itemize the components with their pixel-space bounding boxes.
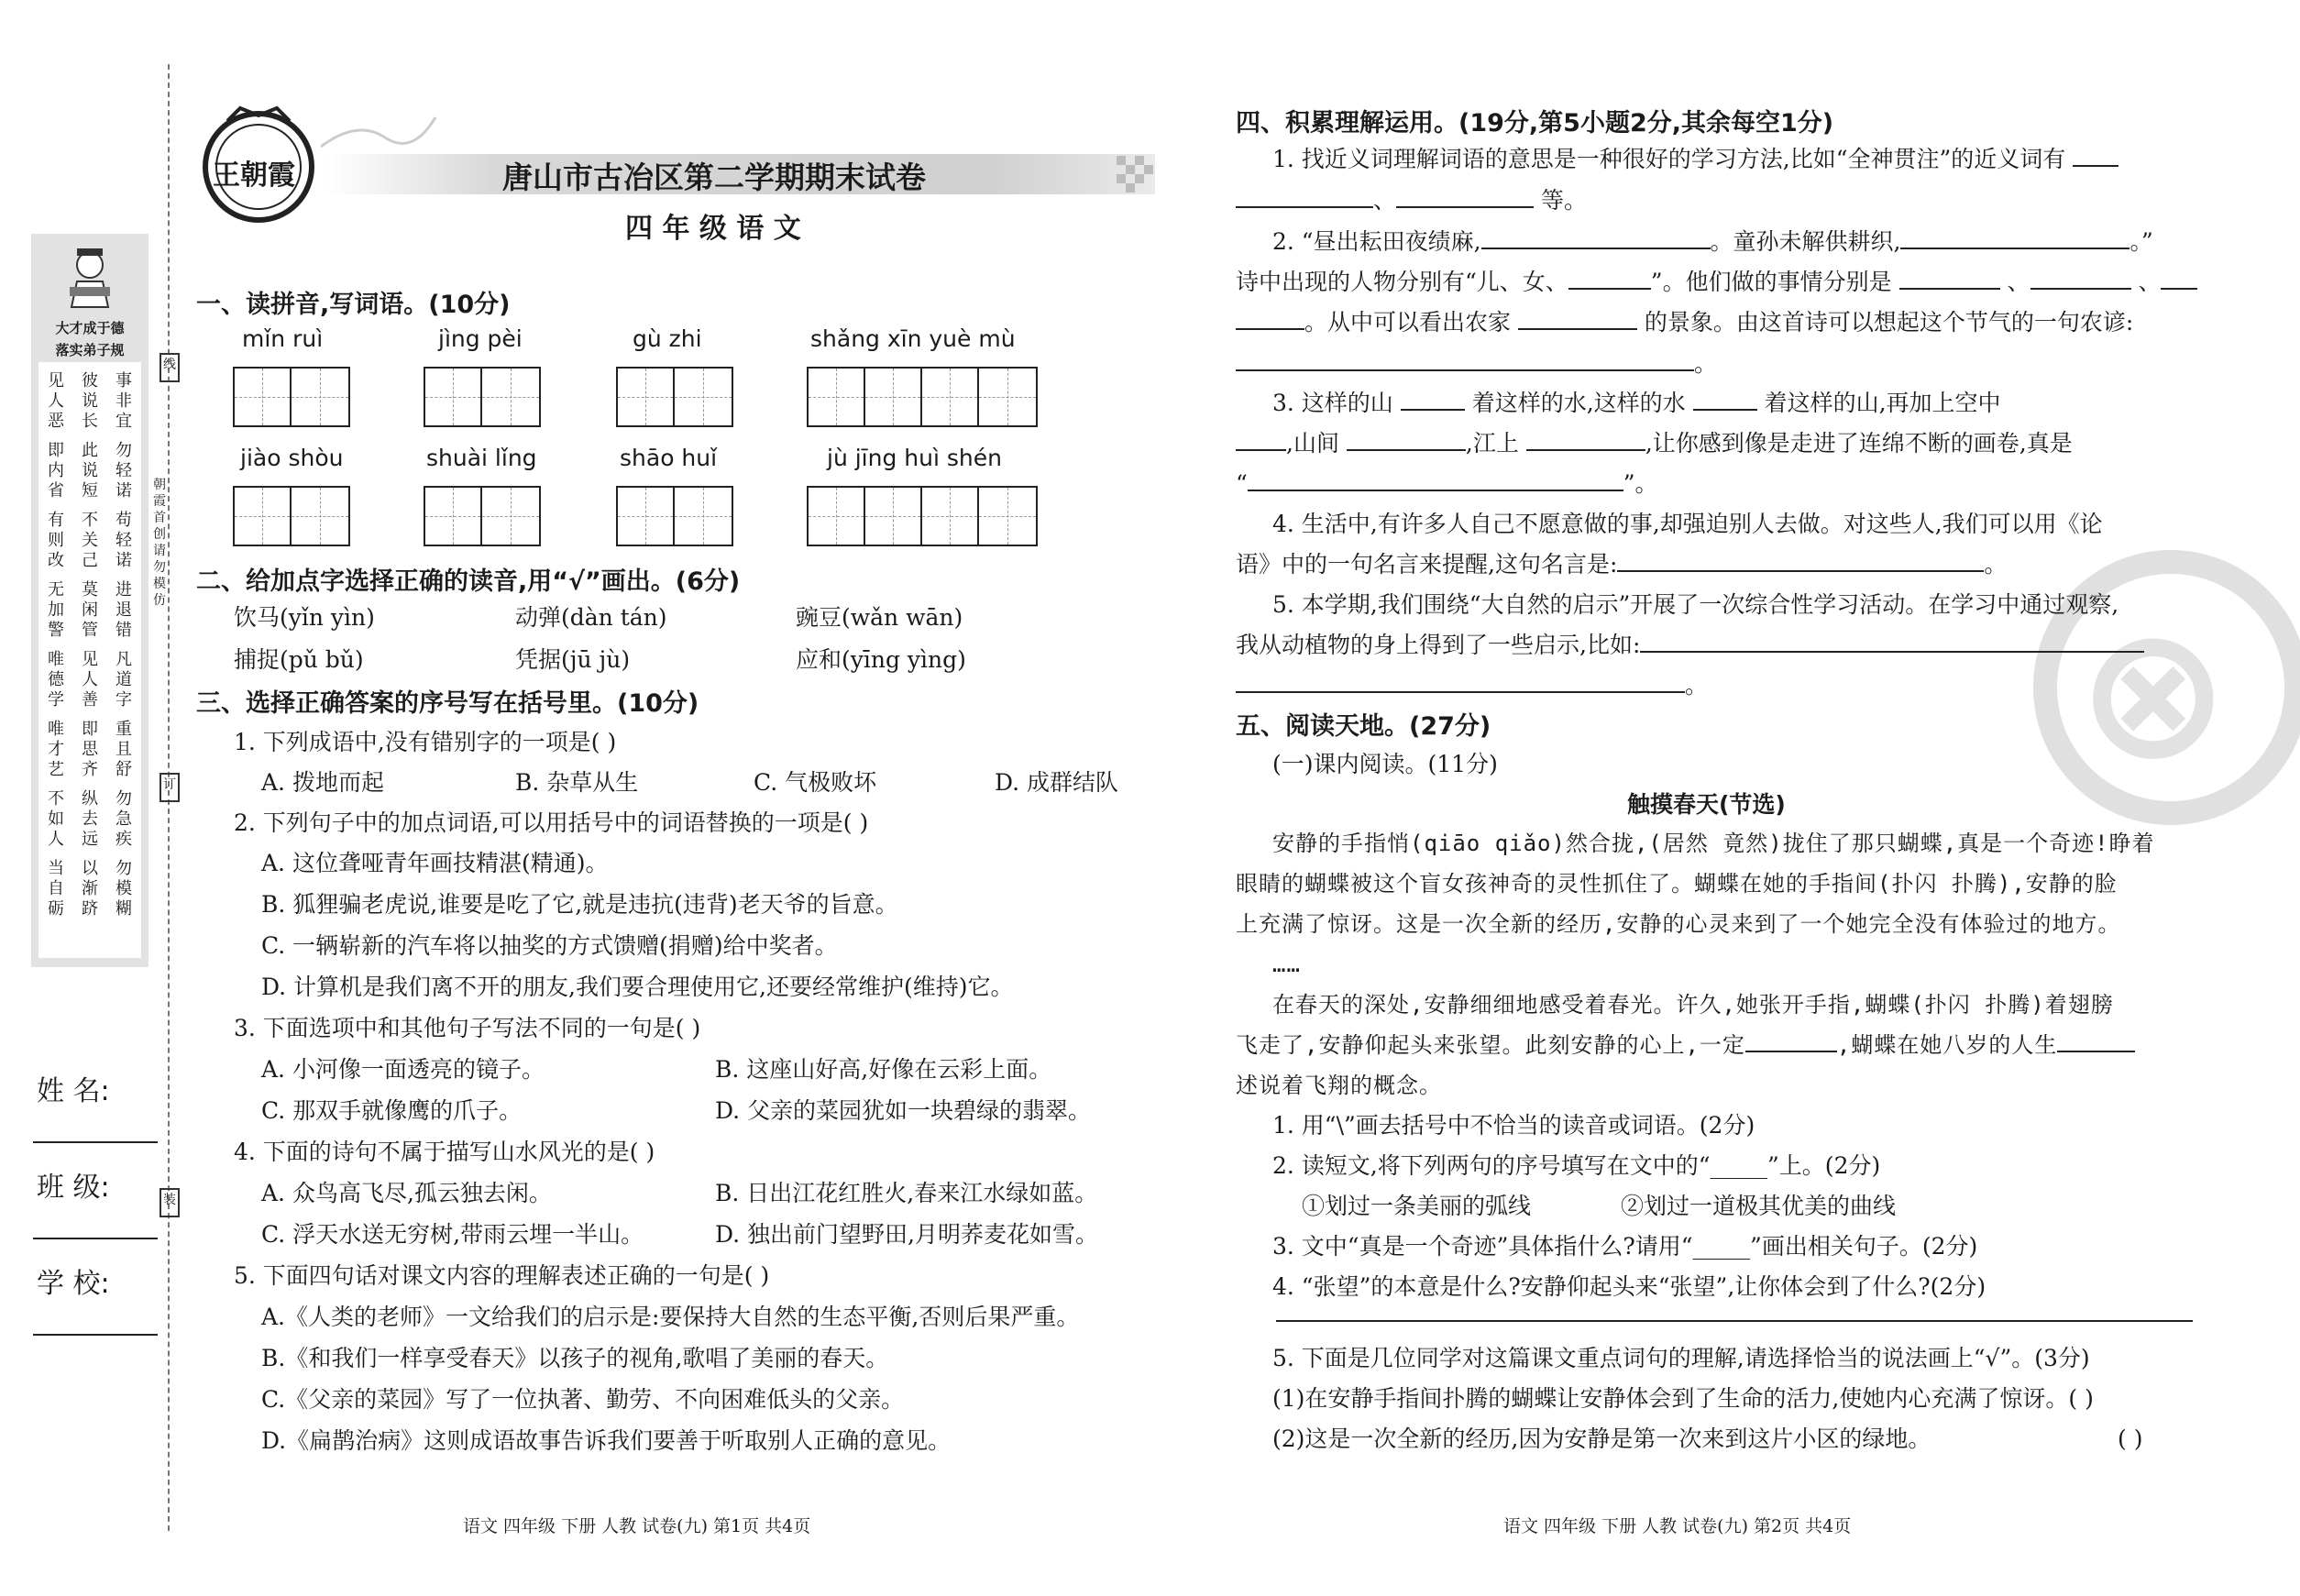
binding-mark-3: 装 <box>160 1188 180 1217</box>
p4-q5-line1: 5. 本学期,我们围绕“大自然的启示”开展了一次综合性学习活动。在学习中通过观察, <box>1272 591 2119 618</box>
q2-text: 2. 下列句子中的加点词语,可以用括号中的词语替换的一项是( ) <box>234 809 869 836</box>
motto-sidebar <box>31 234 149 967</box>
p4-q2-line4: 。 <box>1236 344 1717 384</box>
pinyin-1: mǐn ruì <box>242 325 324 352</box>
p5-q5-item2[interactable]: (2)这是一次全新的经历,因为安静是第一次来到这片小区的绿地。 <box>1272 1425 1931 1452</box>
q1-text: 1. 下列成语中,没有错别字的一项是( ) <box>234 729 617 755</box>
blank[interactable] <box>2030 264 2131 290</box>
blank[interactable] <box>1526 425 1645 451</box>
blank[interactable] <box>2073 141 2118 167</box>
q1-opt-d: D. 成群结队 <box>995 769 1119 796</box>
blank[interactable] <box>2057 1027 2135 1052</box>
p4-q1-line1: 1. 找近义词理解词语的意思是一种很好的学习方法,比如“全神贯注”的近义词有 <box>1272 139 2118 180</box>
pron-item-3[interactable]: 豌豆(wǎn wān) <box>796 604 963 631</box>
q4-opt-c: C. 浮天水送无穷树,带雨云埋一半山。 <box>261 1221 644 1248</box>
blank[interactable] <box>1347 425 1466 451</box>
logo-text: 王朝霞 <box>213 160 295 192</box>
name-field[interactable] <box>33 1141 158 1143</box>
p4-q2-line2: 诗中出现的人物分别有“儿、女、 ”。他们做的事情分别是 、 、 <box>1236 262 2197 303</box>
q1-opt-b: B. 杂草从生 <box>515 769 639 796</box>
q4-text: 4. 下面的诗句不属于描写山水风光的是( ) <box>234 1139 655 1165</box>
class-label: 班 级: <box>37 1172 110 1204</box>
blank[interactable] <box>1481 224 1711 249</box>
page-title: 唐山市古冶区第二学期期末试卷 <box>502 160 926 195</box>
motto-top: 大才成于德 <box>55 320 125 336</box>
pinyin-7: shāo huǐ <box>620 445 718 471</box>
p4-q5-line2: 我从动植物的身上得到了一些启示,比如: <box>1236 625 2144 666</box>
q5-opt-c: C.《父亲的菜园》写了一位执著、勤劳、不向困难低头的父亲。 <box>261 1386 905 1413</box>
q1-opt-c: C. 气极败坏 <box>754 769 877 796</box>
pinyin-2: jìng pèi <box>438 325 523 352</box>
part5-heading: 五、阅读天地。(27分) <box>1236 712 1491 741</box>
p4-q2-line3: 。从中可以看出农家 的景象。由这首诗可以想起这个节气的一句农谚: <box>1236 303 2133 343</box>
blank[interactable] <box>1236 304 1304 330</box>
p5-q2-opt2: ②划过一道极其优美的曲线 <box>1621 1193 1897 1219</box>
binding-mark-1: 线 <box>160 353 180 382</box>
p5-q4: 4. “张望”的本意是什么?安静仰起头来“张望”,让你体会到了什么?(2分) <box>1272 1273 1986 1300</box>
passage-title: 触摸春天(节选) <box>1627 791 1786 818</box>
blank[interactable] <box>1518 304 1637 330</box>
confidential-stamp-mark: ⊗ <box>2076 587 2230 800</box>
passage-line-3: 上充满了惊讶。这是一次全新的经历,安静的心灵来到了一个她完全没有体验过的地方。 <box>1236 911 2121 937</box>
copyright-note: 朝霞首创 请勿模仿 <box>153 478 166 608</box>
blank[interactable] <box>1236 667 1685 693</box>
blank[interactable] <box>1900 224 2129 249</box>
q2-opt-a: A. 这位聋哑青年画技精湛(精通)。 <box>261 850 609 876</box>
motto-columns <box>39 362 141 958</box>
p4-q5-line3: 。 <box>1236 666 1708 706</box>
p5-q5: 5. 下面是几位同学对这篇课文重点词句的理解,请选择恰当的说法画上“√”。(3分) <box>1272 1345 2090 1371</box>
q3-opt-b: B. 这座山好高,好像在云彩上面。 <box>715 1056 1052 1083</box>
blank[interactable] <box>2161 264 2197 290</box>
blank[interactable] <box>1248 466 1623 491</box>
blank[interactable] <box>1236 425 1286 451</box>
page-subtitle: 四 年 级 语 文 <box>625 213 801 245</box>
part5-subheading: (一)课内阅读。(11分) <box>1272 751 1498 777</box>
motto-bottom: 落实弟子规 <box>55 342 125 358</box>
motto-col-1: 见人恶 即内省 有则改 无加警 唯德学 唯才艺 不如人 当自砺 <box>48 371 64 919</box>
footer-left: 语文 四年级 下册 人教 试卷(九) 第1页 共4页 <box>463 1516 811 1536</box>
writing-grid-5[interactable] <box>233 486 350 546</box>
q5-opt-d: D.《扁鹊治病》这则成语故事告诉我们要善于听取别人正确的意见。 <box>261 1427 952 1454</box>
passage-line-6: 述说着飞翔的概念。 <box>1236 1073 1442 1098</box>
p5-q5-item2-paren[interactable]: ( ) <box>2118 1425 2143 1452</box>
motto-col-3: 事非宜 勿轻诺 苟轻诺 进退错 凡道字 重且舒 勿急疾 勿模糊 <box>116 371 132 919</box>
passage-line-5: 飞走了,安静仰起头来张望。此刻安静的心上,一定 ,蝴蝶在她八岁的人生 <box>1236 1025 2135 1066</box>
p5-q2: 2. 读短文,将下列两句的序号填写在文中的“_____”上。(2分) <box>1272 1152 1881 1179</box>
q3-opt-a: A. 小河像一面透亮的镜子。 <box>261 1056 545 1083</box>
blank[interactable] <box>1568 264 1651 290</box>
p5-q3: 3. 文中“真是一个奇迹”具体指什么?请用“_____”画出相关句子。(2分) <box>1272 1233 1978 1260</box>
q2-opt-c: C. 一辆崭新的汽车将以抽奖的方式馈赠(捐赠)给中奖者。 <box>261 932 838 959</box>
p5-q5-item1[interactable]: (1)在安静手指间扑腾的蝴蝶让安静体会到了生命的活力,使她内心充满了惊讶。( ) <box>1272 1385 2094 1412</box>
p4-q4-line1: 4. 生活中,有许多人自己不愿意做的事,却强迫别人去做。对这些人,我们可以用《论 <box>1272 511 2103 537</box>
part1-heading: 一、读拼音,写词语。(10分) <box>196 291 511 319</box>
school-field[interactable] <box>33 1334 158 1336</box>
pron-item-5[interactable]: 凭据(jū jù) <box>515 646 631 673</box>
binding-mark-2: 订 <box>160 773 180 802</box>
writing-grid-3[interactable] <box>616 367 733 427</box>
blank[interactable] <box>1236 346 1694 371</box>
p4-q1-line2: 、 等。 <box>1236 181 1587 221</box>
pinyin-6: shuài lǐng <box>426 445 537 471</box>
pinyin-5: jiào shòu <box>240 445 344 471</box>
q5-text: 5. 下面四句话对课文内容的理解表述正确的一句是( ) <box>234 1262 770 1289</box>
name-label: 姓 名: <box>37 1075 110 1107</box>
writing-grid-6[interactable] <box>424 486 541 546</box>
p5-q4-answer-line[interactable] <box>1276 1320 2193 1322</box>
p4-q4-line2: 语》中的一句名言来提醒,这句名言是: 。 <box>1236 545 2007 585</box>
q3-opt-c: C. 那双手就像鹰的爪子。 <box>261 1097 523 1124</box>
part4-heading: 四、积累理解运用。(19分,第5小题2分,其余每空1分) <box>1236 109 1834 138</box>
q2-opt-d: D. 计算机是我们离不开的朋友,我们要合理使用它,还要经常维护(维持)它。 <box>261 974 1014 1000</box>
p4-q3-line3: “ ”。 <box>1236 464 1658 504</box>
writing-grid-2[interactable] <box>424 367 541 427</box>
q4-opt-b: B. 日出江花红胜火,春来江水绿如蓝。 <box>715 1180 1098 1206</box>
pinyin-8: jù jīng huì shén <box>827 445 1002 471</box>
footer-right: 语文 四年级 下册 人教 试卷(九) 第2页 共4页 <box>1503 1516 1852 1536</box>
ribbon-decoration-icon <box>321 110 440 156</box>
motto-col-2: 彼说长 此说短 不关己 莫闲管 见人善 即思齐 纵去远 以渐跻 <box>82 371 98 919</box>
passage-ellipsis: …… <box>1272 952 1301 977</box>
blank[interactable] <box>1236 182 1373 208</box>
pinyin-4: shǎng xīn yuè mù <box>810 325 1016 352</box>
blank[interactable] <box>1640 627 2144 653</box>
writing-grid-1[interactable] <box>233 367 350 427</box>
pron-item-4[interactable]: 捕捉(pǔ bǔ) <box>234 646 364 673</box>
q4-opt-d: D. 独出前门望野田,月明荞麦花如雪。 <box>715 1221 1098 1248</box>
q4-opt-a: A. 众鸟高飞尽,孤云独去闲。 <box>261 1180 552 1206</box>
class-field[interactable] <box>33 1238 158 1239</box>
p4-q2-line1: 2. “昼出耘田夜绩麻, 。童孙未解供耕织, 。” <box>1272 222 2153 262</box>
checker-decoration-icon <box>1117 156 1153 194</box>
q1-opt-a: A. 拨地而起 <box>261 769 384 796</box>
passage-line-4: 在春天的深处,安静细细地感受着春光。许久,她张开手指,蝴蝶(扑闪 扑腾)着翅膀 <box>1272 992 2114 1018</box>
writing-grid-4[interactable] <box>807 367 1038 427</box>
blank[interactable] <box>1396 182 1534 208</box>
p4-q3-line1: 3. 这样的山 着这样的水,这样的水 着这样的山,再加上空中 <box>1272 383 2001 424</box>
q3-opt-d: D. 父亲的菜园犹如一块碧绿的翡翠。 <box>715 1097 1092 1124</box>
q2-opt-b: B. 狐狸骗老虎说,谁要是吃了它,就是违抗(违背)老天爷的旨意。 <box>261 891 898 918</box>
blank[interactable] <box>1899 264 2000 290</box>
student-figure-icon <box>64 245 116 309</box>
q5-opt-b: B.《和我们一样享受春天》以孩子的视角,歌唱了美丽的春天。 <box>261 1345 889 1371</box>
blank[interactable] <box>1401 385 1465 411</box>
pron-item-2[interactable]: 动弹(dàn tán) <box>515 604 667 631</box>
blank[interactable] <box>1745 1027 1837 1052</box>
p4-q3-line2: ,山间 ,江上 ,让你感到像是走进了连绵不断的画卷,真是 <box>1236 424 2073 464</box>
q5-opt-a: A.《人类的老师》一文给我们的启示是:要保持大自然的生态平衡,否则后果严重。 <box>261 1304 1080 1330</box>
pron-item-1[interactable]: 饮马(yǐn yìn) <box>234 604 375 631</box>
blank[interactable] <box>1693 385 1757 411</box>
part2-heading: 二、给加点字选择正确的读音,用“√”画出。(6分) <box>196 567 741 596</box>
writing-grid-8[interactable] <box>807 486 1038 546</box>
passage-line-2: 眼睛的蝴蝶被这个盲女孩神奇的灵性抓住了。蝴蝶在她的手指间(扑闪 扑腾),安静的脸 <box>1236 871 2118 897</box>
part3-heading: 三、选择正确答案的序号写在括号里。(10分) <box>196 689 699 718</box>
passage-line-1: 安静的手指悄(qiāo qiǎo)然合拢,(居然 竟然)拢住了那只蝴蝶,真是一个奇迹!睁着 <box>1272 831 2155 856</box>
blank[interactable] <box>1617 546 1984 572</box>
pron-item-6[interactable]: 应和(yīng yìng) <box>796 646 966 673</box>
p5-q2-opt1: ①划过一条美丽的弧线 <box>1302 1193 1532 1219</box>
pinyin-3: gù zhi <box>633 325 702 352</box>
school-label: 学 校: <box>37 1268 110 1300</box>
writing-grid-7[interactable] <box>616 486 733 546</box>
p5-q1: 1. 用“\”画去括号中不恰当的读音或词语。(2分) <box>1272 1112 1755 1139</box>
q3-text: 3. 下面选项中和其他句子写法不同的一句是( ) <box>234 1015 701 1041</box>
